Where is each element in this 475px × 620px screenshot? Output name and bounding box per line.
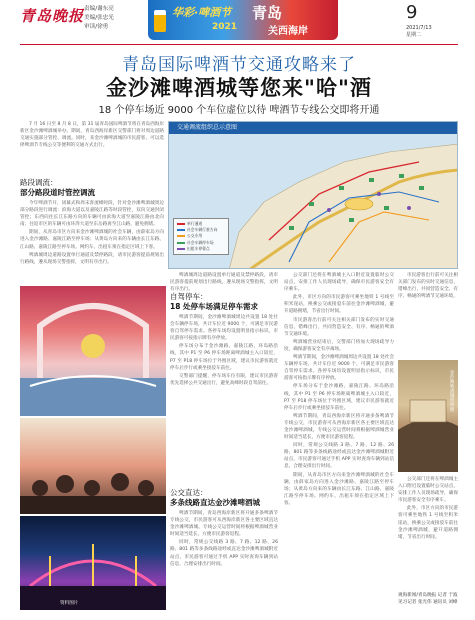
legend-label: 社会车辆行驶方向 bbox=[187, 227, 218, 233]
body-paragraph: 同时，常规公交线路 3 路、7 路、12 路、26 路、801 路等多条线路途经或直达金沙滩啤酒城附近站点，市民游客可通过手机 APP 实时查询车辆到站信息，合理安排出行时间。 bbox=[170, 540, 278, 567]
body-paragraph: 此外，市区方向的市民游客可乘坐地铁 1 号线至积米崖站，换乘公交或接驳车前往金沙滩啤酒城，避开道路拥堵，节省出行时间。 bbox=[284, 295, 394, 315]
header-rule bbox=[20, 44, 458, 45]
body-paragraph: 市民游客出行前可关注相关部门发布的实时交通信息，错峰出行，共同营造安全、有序、畅通的啤酒节交通环境。 bbox=[284, 317, 394, 337]
body-paragraph: 停车场分布于金沙滩路、嘉陵江路、环岛路沿线，其中 P1 至 P6 停车场距离啤酒城主入口较近，P7 至 P18 停车场位于外围区域，建议市民游客就近停车后步行或乘坐接驳车前往。 bbox=[284, 384, 394, 411]
weekday-text: 星期二 bbox=[406, 32, 422, 38]
body-paragraph: 啤酒节期间，青岛西海岸新区将开通多条啤酒节专线公交，市民游客可从西海岸新区各主要区域直达金沙滩啤酒城。专线公交运营时间将根据啤酒城营业时间适当延长，方便市民游客返程。 bbox=[284, 413, 394, 441]
banner-year: 2021 bbox=[212, 22, 238, 32]
section-bus bbox=[170, 488, 278, 508]
map-legend bbox=[173, 218, 229, 255]
legend-label: 公交专用 bbox=[187, 233, 203, 239]
body-paragraph: 期间，从青岛市区方向来金沙滩啤酒城的社会车辆，由薛家岛方向进入金沙滩路、嘉陵江路至停车场；从黄岛方向来的车辆由长江东路、江山路、嘉陵江路至停车场。网约车、出租车须在指定区域上下客。 bbox=[284, 472, 394, 506]
page-number: 9 bbox=[406, 2, 418, 23]
festival-banner bbox=[148, 0, 338, 40]
section-parking bbox=[170, 292, 278, 312]
crowd-illustration bbox=[20, 418, 166, 514]
date-text: 2021/7/13 bbox=[406, 25, 432, 31]
editor-credits bbox=[84, 5, 114, 32]
section-tag: 路段调流： bbox=[20, 178, 58, 187]
section-road-control bbox=[20, 178, 164, 198]
intro-text: 7 月 16 日至 8 月 8 日，第 31 届青岛国际啤酒节将在青岛西海岸新区金沙滩啤酒城举办。期间，青岛西海岸新区交警部门将对周边道路交通实施部分管控、调流。同时，来金沙滩啤酒城的市民游客，可以选择啤酒节专线公交等便利的交通方式出行。 bbox=[20, 122, 164, 149]
legend-swatch bbox=[177, 229, 185, 231]
traffic-map bbox=[168, 121, 458, 269]
section-title: 18 处停车场满足停车需求 bbox=[170, 302, 259, 311]
body-paragraph: 市民游客出行前可关注相关部门发布的实时交通信息，错峰出行，共同营造安全、有序、畅通的啤酒节交通环境。 bbox=[398, 273, 458, 300]
photo-beer-city-gate bbox=[20, 286, 166, 416]
banner-title: 华彩·啤酒节 bbox=[172, 6, 232, 19]
banner-slogan: 关西海岸 bbox=[268, 26, 308, 37]
article-column bbox=[170, 510, 278, 614]
editor-line: 美编/张忠光 bbox=[84, 15, 114, 21]
newspaper-logo: 青岛晚报 bbox=[20, 7, 85, 25]
article-column bbox=[170, 314, 278, 504]
article-column bbox=[398, 272, 458, 358]
banner-city: 青岛 bbox=[252, 4, 283, 22]
legend-swatch bbox=[177, 242, 185, 244]
body-paragraph: 啤酒城周边道路设置单行通道及禁停路段，请市民游客提前规划出行路线，遵从现场交警指挥，文明有序出行。 bbox=[20, 252, 164, 265]
kicker-headline: 青岛国际啤酒节交通攻略来了 bbox=[122, 55, 356, 75]
section-title: 部分路段道时管控调流 bbox=[20, 188, 95, 197]
sub-headline: 18 个停车场近 9000 个车位虚位以待 啤酒节专线公交即将开通 bbox=[98, 105, 380, 116]
section-title: 多条线路直达金沙滩啤酒城 bbox=[170, 498, 260, 507]
body-paragraph: 啤酒城营业结束后，交警部门将加大现场疏导力度，确保游客安全有序离场。 bbox=[284, 339, 394, 352]
legend-swatch bbox=[177, 223, 185, 225]
body-paragraph: 啤酒节期间，青岛西海岸新区将开通多条啤酒节专线公交，市民游客可从西海岸新区各主要区域直达金沙滩啤酒城。专线公交运营时间将根据啤酒城营业时间适当延长，方便市民游客返程。 bbox=[170, 511, 278, 538]
body-paragraph: 啤酒城周边道路设置单行通道及禁停路段，请市民游客提前规划出行路线，遵从现场交警指挥，文明有序出行。 bbox=[170, 273, 278, 293]
legend-swatch bbox=[177, 235, 185, 237]
body-paragraph: 啤酒节期间，金沙滩啤酒城周边共设置 18 处社会车辆停车场，共计车位近 9000 个，可满足市民游客自驾停车需求。各停车场均设置明显指示标识，市民游客可按指示牌有序停放。 bbox=[284, 355, 394, 382]
photo-vertical-caption: 金沙滩啤酒城效果图 bbox=[449, 370, 454, 412]
legend-label: 社会车辆停车场 bbox=[187, 239, 214, 245]
section-tag: 自驾停车： bbox=[170, 292, 208, 301]
body-paragraph: 啤酒节期间，金沙滩啤酒城周边共设置 18 处社会车辆停车场，共计车位近 9000 个，可满足市民游客自驾停车需求。各停车场均设置明显指示标识，市民游客可按指示牌有序停放。 bbox=[170, 315, 278, 342]
legend-swatch bbox=[177, 248, 185, 250]
issue-date bbox=[406, 25, 432, 39]
photo-night-stage bbox=[20, 516, 166, 610]
beer-glass-icon bbox=[154, 10, 166, 32]
body-paragraph: 公交部门还将在啤酒城主入口附近设置临时公交站点，安排工作人员现场疏导，确保市民游客安全有序乘车。 bbox=[284, 273, 394, 293]
masthead bbox=[0, 0, 475, 44]
body-paragraph: 今年啤酒节开，闭幕式和周末客流峰时段，针对金沙滩啤酒城周边部分路段进行调流：滨海大道以及嘉陵江路等时段管控，双向交通封闭管控；东西向往长江东路方向的车辆可由滨海大道至嘉陵江路由北向南；往返市区的车辆可由环湾大道至东岳路再至江山路，避免拥堵。 bbox=[20, 201, 164, 228]
reporter-credit: 观海新闻/青岛晚报 记者 于波 见习记者 张光伟 通讯员 刘峰 bbox=[398, 593, 458, 605]
editor-line: 审读/徐勇 bbox=[84, 24, 109, 30]
intro-paragraph bbox=[20, 121, 164, 150]
article-column bbox=[20, 200, 164, 284]
legend-label: 出租车停靠点 bbox=[187, 245, 210, 251]
body-paragraph: 此外，市区方向的市民游客可乘坐地铁 1 号线至积米崖站，换乘公交或接驳车前往金沙滩啤酒城，避开道路拥堵，节省出行时间。 bbox=[398, 506, 458, 540]
article-column bbox=[398, 476, 458, 592]
body-paragraph: 同时，常规公交线路 3 路、7 路、12 路、26 路、801 路等多条线路途经或直达金沙滩啤酒城附近站点，市民游客可通过手机 APP 实时查询车辆到站信息，合理安排出行时间。 bbox=[284, 443, 394, 470]
photo-caption: 资料图片 bbox=[60, 601, 79, 606]
body-paragraph: 交警部门提醒，停车场车位有限，建议市民游客优先选择公共交通出行，避免高峰时段自驾前往。 bbox=[170, 373, 278, 386]
body-paragraph: 期间，从青岛市区方向来金沙滩啤酒城的社会车辆，由薛家岛方向进入金沙滩路、嘉陵江路至停车场；从黄岛方向来的车辆由长江东路、江山路、嘉陵江路至停车场。网约车、出租车须在指定区域上下客。 bbox=[20, 230, 164, 250]
body-paragraph: 公交部门还将在啤酒城主入口附近设置临时公交站点，安排工作人员现场疏导，确保市民游客安全有序乘车。 bbox=[398, 477, 458, 504]
article-column bbox=[170, 272, 278, 294]
gate-illustration bbox=[20, 286, 166, 416]
photo-crowd bbox=[20, 418, 166, 514]
stage-illustration bbox=[20, 516, 166, 610]
article-column bbox=[284, 272, 394, 614]
main-headline: 金沙滩啤酒城等您来"哈"酒 bbox=[106, 76, 372, 100]
body-paragraph: 停车场分布于金沙滩路、嘉陵江路、环岛路沿线，其中 P1 至 P6 停车场距离啤酒城主入口较近，P7 至 P18 停车场位于外围区域，建议市民游客就近停车后步行或乘坐接驳车前往。 bbox=[170, 344, 278, 371]
section-tag: 公交直达： bbox=[170, 488, 208, 497]
legend-label: 单行通道 bbox=[187, 221, 203, 226]
editor-line: 责编/谢东亮 bbox=[84, 6, 114, 12]
map-title: 交通调流组织总示意图 bbox=[169, 122, 457, 134]
legend-item bbox=[177, 246, 225, 252]
